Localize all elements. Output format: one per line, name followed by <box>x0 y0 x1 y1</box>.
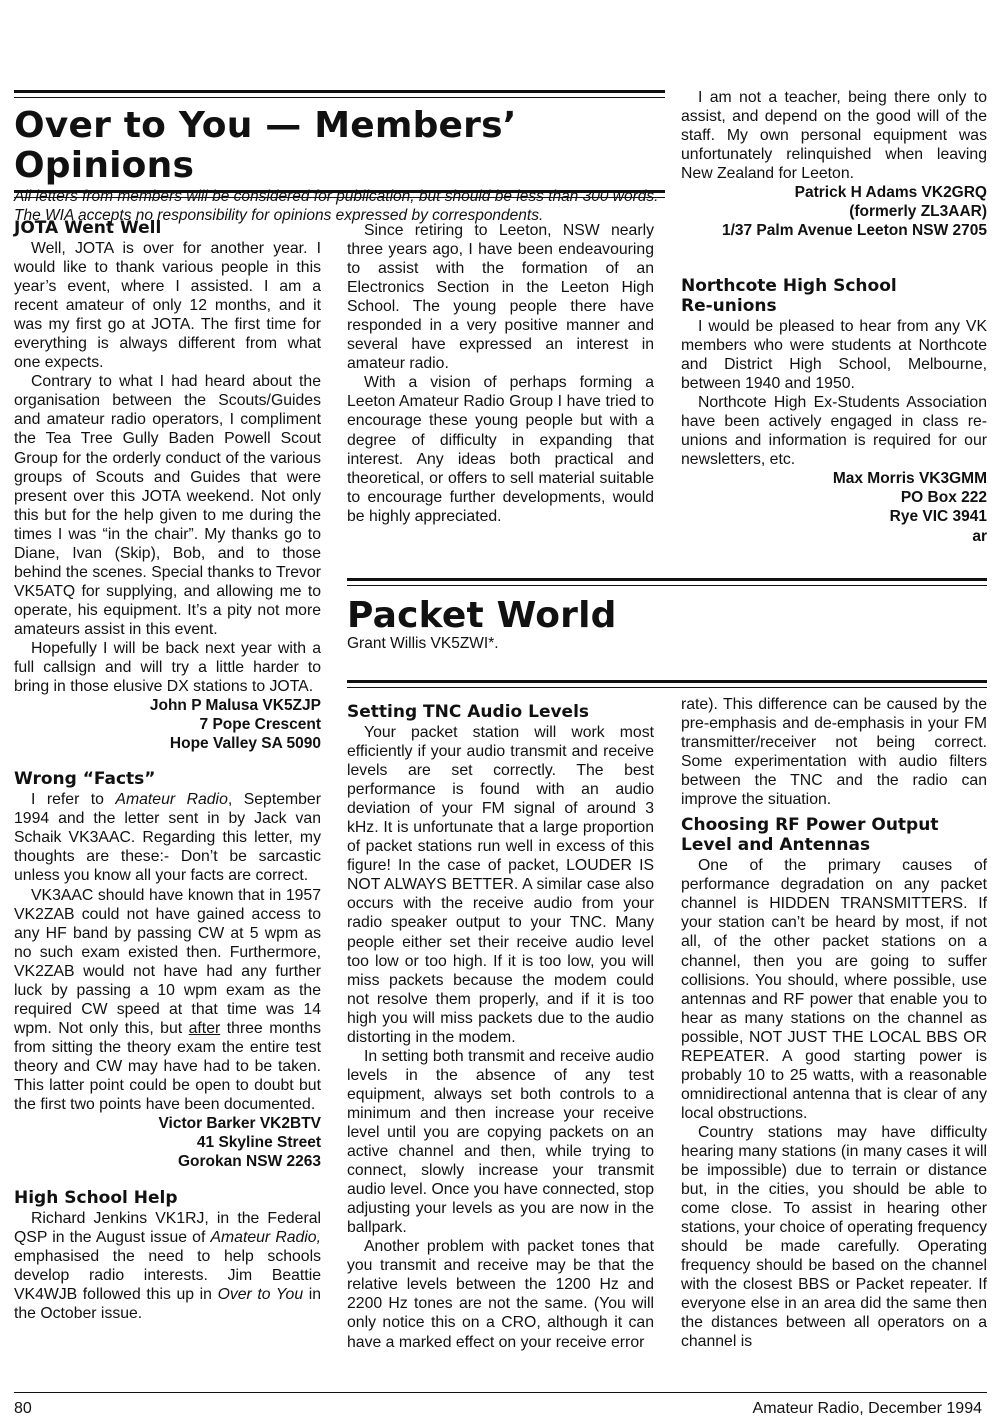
wrong-facts-signature-name: Victor Barker VK2BTV <box>158 1115 321 1133</box>
high-school-heading: High School Help <box>14 1188 178 1209</box>
jota-signature-town: Hope Valley SA 5090 <box>169 735 321 753</box>
packet-paragraph: Country stations may have difficulty hearing many stations (in many cases it will be impossible) due to terrain or distance but, in the cities, you should be able to come close. To assist in hearing other stations, your choice of operating frequency should be made carefully. Operating frequency should be based on the channel with the closest BBS or Packet repeater. If everyone else in an area did the same then the distances between all operators on a channel is <box>681 1123 987 1351</box>
northcote-paragraph: Northcote High Ex-Students Association have been actively engaged in class re-unions and information is required for our newsletters, etc. <box>681 394 987 469</box>
magazine-title: Amateur Radio, <box>210 1229 321 1247</box>
packet-paragraph-continued: rate). This difference can be caused by the pre-emphasis and de-emphasis in your FM transmitter/receiver not being correct. Some experimentation with audio filters between the TNC and the radio can improve the situation. <box>681 696 987 809</box>
wrong-facts-paragraph <box>14 886 321 1115</box>
jota-paragraph: Contrary to what I had heard about the organisation between the Scouts/Guides and amateur radio operators, I compliment the Tea Tree Gully Baden Powell Scout Group for the orderly conduct of the various groups of Scouts and Guides that were present over this JOTA weekend. Not only this but for the help given to me during the times I was “in the chair”. My thanks go to Diane, Ivan (Skip), Bob, and to those behind the scenes. Special thanks to Trevor VK5ATQ for supplying, and allowing me to operate, his equipment. It’s a pity not more amateurs assist in this event. <box>14 373 321 638</box>
jota-heading: JOTA Went Well <box>14 218 162 238</box>
northcote-signature-town: Rye VIC 3941 <box>889 508 987 526</box>
section2-top-rule <box>347 578 987 581</box>
footer-rule <box>14 1392 987 1393</box>
high-school-continued-paragraph: With a vision of perhaps forming a Leeton Amateur Radio Group I have tried to encourage these young people but with a degree of difficulty in expanding that interest. Any ideas both practical and theoretical, or offers to sell material suitable to encourage further developments, would be highly appreciated. <box>347 374 654 525</box>
text: Richard Jenkins VK1RJ, in the Federal QSP in the August issue of <box>14 1210 321 1247</box>
text: three months from sitting the theory exam the entire test theory and CW may have had to be taken. This latter point could be open to doubt but the first two points have been documented. <box>14 1019 321 1114</box>
section1-top-rule <box>14 90 665 93</box>
section1-top-rule-2 <box>14 97 665 98</box>
section2-bottom-rule <box>347 680 987 683</box>
tnc-audio-heading: Setting TNC Audio Levels <box>347 702 590 722</box>
wrong-facts-signature-town: Gorokan NSW 2263 <box>178 1153 321 1171</box>
jota-paragraph: Hopefully I will be back next year with a full callsign and will try a little harder to bring in those elusive DX stations to JOTA. <box>14 639 321 696</box>
section1-bottom-rule-2 <box>14 197 665 198</box>
text: emphasised the need to help schools develop radio interests. Jim Beattie VK4WJB followed this up in <box>14 1248 321 1304</box>
packet-column-3 <box>681 695 987 1352</box>
page-number: 80 <box>14 1400 32 1417</box>
text: I refer to <box>31 791 116 809</box>
packet-column-2 <box>347 702 654 1352</box>
letter0-paragraph: I am not a teacher, being there only to assist, and depend on the good will of the staff. My own personal equipment was unfortunately relinquished when leaving New Zealand for Leeton. <box>681 89 987 183</box>
northcote-signature-name: Max Morris VK3GMM <box>832 470 987 488</box>
section1-header <box>14 106 664 225</box>
high-school-paragraph <box>14 1209 321 1323</box>
jota-paragraph: Well, JOTA is over for another year. I would like to thank various people in this year’s event, where I assisted. I am a recent amateur of only 12 months, and it was my first go at JOTA. The first time for everything is always different from what one expects. <box>14 240 321 372</box>
magazine-title: Amateur Radio <box>115 791 228 809</box>
northcote-heading <box>681 276 987 316</box>
rf-power-heading <box>681 815 987 855</box>
letter-northcote <box>681 276 987 546</box>
packet-paragraph: One of the primary causes of performance degradation on any packet channel is HIDDEN TRANSMITTERS. If your station can’t be heard by most, if not all, of the other packet stations on a channel, then you are going to suffer collisions. You should, where possible, use antennas and RF power that enable you to hear as many stations on the channel as possible, NOT JUST THE LOCAL BBS OR REPEATER. A good starting power is probably 10 to 25 watts, with a reasonable omnidirectional antenna that is clear of any local obstructions. <box>681 857 987 1122</box>
packet-paragraph: Your packet station will work most efficiently if your audio transmit and receive levels are set correctly. The best performance is found with an audio deviation of your FM signal of around 3 kHz. It is unfortunate that a large proportion of packet stations run well in excess of this figure! In the case of packet, LOUDER IS NOT ALWAYS BETTER. A similar case also occurs with the receive audio from your radio speaker output to your TNC. Many people either set their receive audio level too low or too high. If it is too low, you will miss packets because the modem could not resolve them properly, and if it is too high you will miss packets due to the audio distorting in the modem. <box>347 724 654 1046</box>
letter0-signature-name: Patrick H Adams VK2GRQ <box>794 184 987 202</box>
column-2-top <box>347 221 654 526</box>
high-school-continued-paragraph: Since retiring to Leeton, NSW nearly three years ago, I have been endeavouring to assist with the formation of an Electronics Section in the Leeton High School. The young people there have responded in a very positive manner and several have expressed an interest in amateur radio. <box>347 222 654 373</box>
northcote-heading-line2: Re-unions <box>681 296 777 316</box>
section2-title: Packet World <box>347 595 617 636</box>
northcote-paragraph: I would be pleased to hear from any VK members who were students at Northcote and District High School, Melbourne, between 1940 and 1950. <box>681 318 987 393</box>
section2-byline: Grant Willis VK5ZWI*. <box>347 635 499 652</box>
rf-power-heading-line1: Choosing RF Power Output <box>681 815 939 836</box>
section2-header <box>347 596 947 653</box>
rf-power-heading-line2: Level and Antennas <box>681 835 871 856</box>
section2-top-rule-2 <box>347 585 987 586</box>
wrong-facts-signature-street: 41 Skyline Street <box>196 1134 321 1152</box>
text: VK3AAC should have known that in 1957 VK2ZAB could not have gained access to any HF band by passing CW at 5 wpm as no such exam existed then. Furthermore, VK2ZAB would not have had any further luck by passing a 10 wpm exam as the required CW speed at that time was 14 wpm. Not only this, but <box>14 886 321 1037</box>
packet-paragraph: Another problem with packet tones that you transmit and receive may be that the relative levels between the 1200 Hz and 2200 Hz tones are not the same. (You will only notice this on a CRO, although it can have a marked effect on your receive error <box>347 1238 654 1351</box>
section2-bottom-rule-2 <box>347 687 987 688</box>
column-title: Over to You <box>217 1286 304 1304</box>
letter-continuation <box>681 88 987 240</box>
wrong-facts-paragraph <box>14 790 321 885</box>
section1-bottom-rule <box>14 190 665 193</box>
section1-intro: All letters from members will be considered for publication, but should be less than 300 words. The WIA accepts no responsibility for opinions expressed by correspondents. <box>14 188 659 224</box>
jota-signature-street: 7 Pope Crescent <box>199 716 321 734</box>
text: in the October issue. <box>14 1286 321 1323</box>
jota-signature-name: John P Malusa VK5ZJP <box>149 697 321 715</box>
northcote-heading-line1: Northcote High School <box>681 276 897 296</box>
end-mark: ar <box>972 527 987 545</box>
publication-info: Amateur Radio, December 1994 <box>752 1400 982 1417</box>
letter0-signature-former: (formerly ZL3AAR) <box>849 203 987 221</box>
column-1 <box>14 218 321 1323</box>
letter0-signature-address: 1/37 Palm Avenue Leeton NSW 2705 <box>721 222 987 240</box>
emphasis: after <box>188 1019 221 1037</box>
section1-title: Over to You — Members’ Opinions <box>14 105 517 186</box>
text: , September 1994 and the letter sent in by Jack van Schaik VK3AAC. Regarding this letter, my thoughts are these:- Don’t be sarcastic unless you know all your facts are correct. <box>14 791 321 885</box>
wrong-facts-heading: Wrong “Facts” <box>14 769 156 790</box>
packet-paragraph: In setting both transmit and receive audio levels in the absence of any test equipment, always set both controls to a minimum and then increase your receive level until you are copying packets on an active channel and then, while trying to connect, slowly increase your transmit audio level. Once you have connected, stop adjusting your levels as you are now in the ballpark. <box>347 1047 654 1237</box>
northcote-signature-box: PO Box 222 <box>900 489 987 507</box>
